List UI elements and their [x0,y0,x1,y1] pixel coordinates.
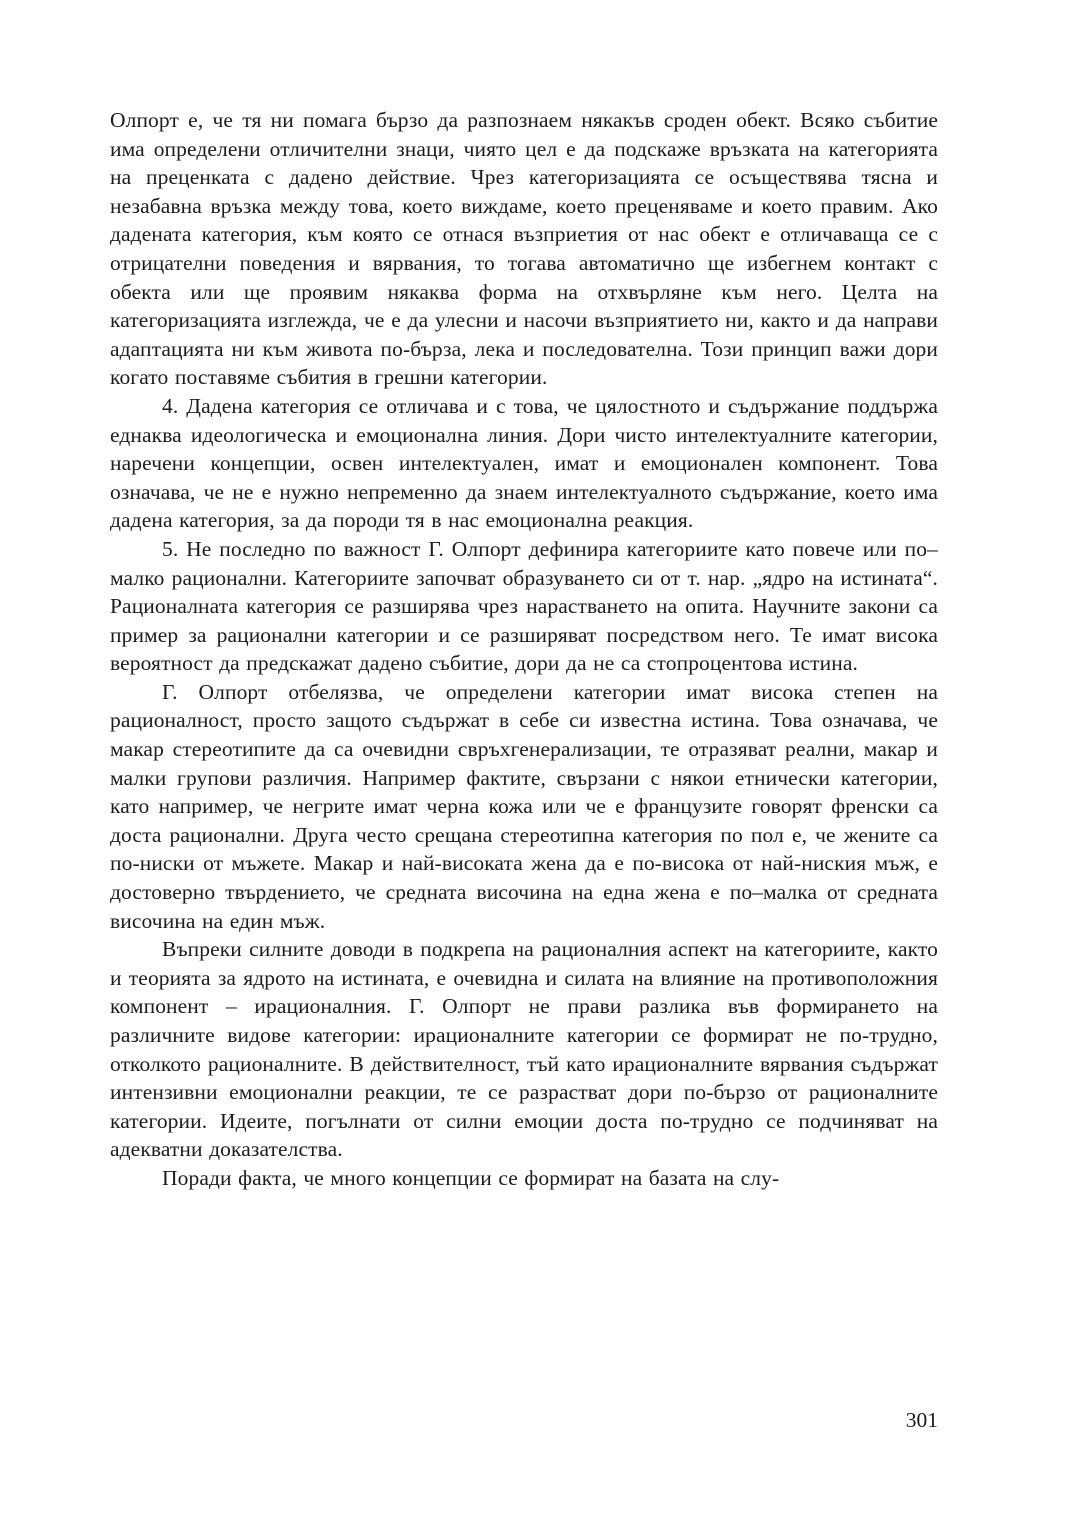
paragraph: 4. Дадена категория се отличава и с това, че цялостното и съдържание поддържа еднаква идеологическа и емоционална линия. Дори чисто интелектуалните категории, наречени концепции, освен интелектуален, имат и емоционален компонент. Това означава, че не е нужно непременно да знаем интелектуалното съдържание, което има дадена категория, за да породи тя в нас емоционална реакция. [110,393,938,533]
paragraph: 5. Не последно по важност Г. Олпорт дефинира категориите като повече или по–малко рационални. Категориите започват образуването си от т. нар. „ядро на истината“. Рационалната категория се разширява чрез нарастването на опита. Научните закони са пример за рационални категории и се разширяват посредством него. Те имат висока вероятност да предскажат дадено събитие, дори да не са стопроцентова истина. [110,536,938,676]
page-number: 301 [905,1408,938,1432]
paragraph: Г. Олпорт отбелязва, че определени категории имат висока степен на рационалност, просто защото съдържат в себе си известна истина. Това означава, че макар стереотипите да са очевидни свръхгенерализации, те отразяват реални, макар и малки групови различия. Например фактите, свързани с някои етнически категории, като например, че негрите имат черна кожа или че е французите говорят френски са доста рационални. Друга често срещана стереотипна категория по пол е, че жените са по-ниски от мъжете. Макар и най-високата жена да е по-висока от най-ниския мъж, е достоверно твърдението, че средната височина на една жена е по–малка от средната височина на един мъж. [110,679,938,933]
paragraph: Олпорт е, че тя ни помага бързо да разпознаем някакъв сроден обект. Всяко събитие има определени отличителни знаци, чиято цел е да подскаже връзката на категорията на преценката с дадено действие. Чрез категоризацията се осъществява тясна и незабавна връзка между това, което виждаме, което преценяваме и което правим. Ако дадената категория, към която се отнася възприетия от нас обект е отличаваща се с отрицателни поведения и вярвания, то тогава автоматично ще избегнем контакт с обекта или ще проявим някаква форма на отхвърляне към него. Целта на категоризацията изглежда, че е да улесни и насочи възприятието ни, както и да направи адаптацията ни към живота по-бърза, лека и последователна. Този принцип важи дори когато поставяме събития в грешни категории. [110,108,938,390]
paragraph: Въпреки силните доводи в подкрепа на рационалния аспект на категориите, както и теорията за ядрото на истината, е очевидна и силата на влияние на противоположния компонент – ирационалния. Г. Олпорт не прави разлика във формирането на различните видове категории: ирационалните категории се формират не по-трудно, отколкото рационалните. В действителност, тъй като ирационалните вярвания съдържат интензивни емоционални реакции, те се разрастват дори по-бързо от рационалните категории. Идеите, погълнати от силни емоции доста по-трудно се подчиняват на адекватни доказателства. [110,937,938,1162]
paragraph: Поради факта, че много концепции се формират на базата на слу- [162,1165,780,1190]
text-column [110,106,938,1193]
